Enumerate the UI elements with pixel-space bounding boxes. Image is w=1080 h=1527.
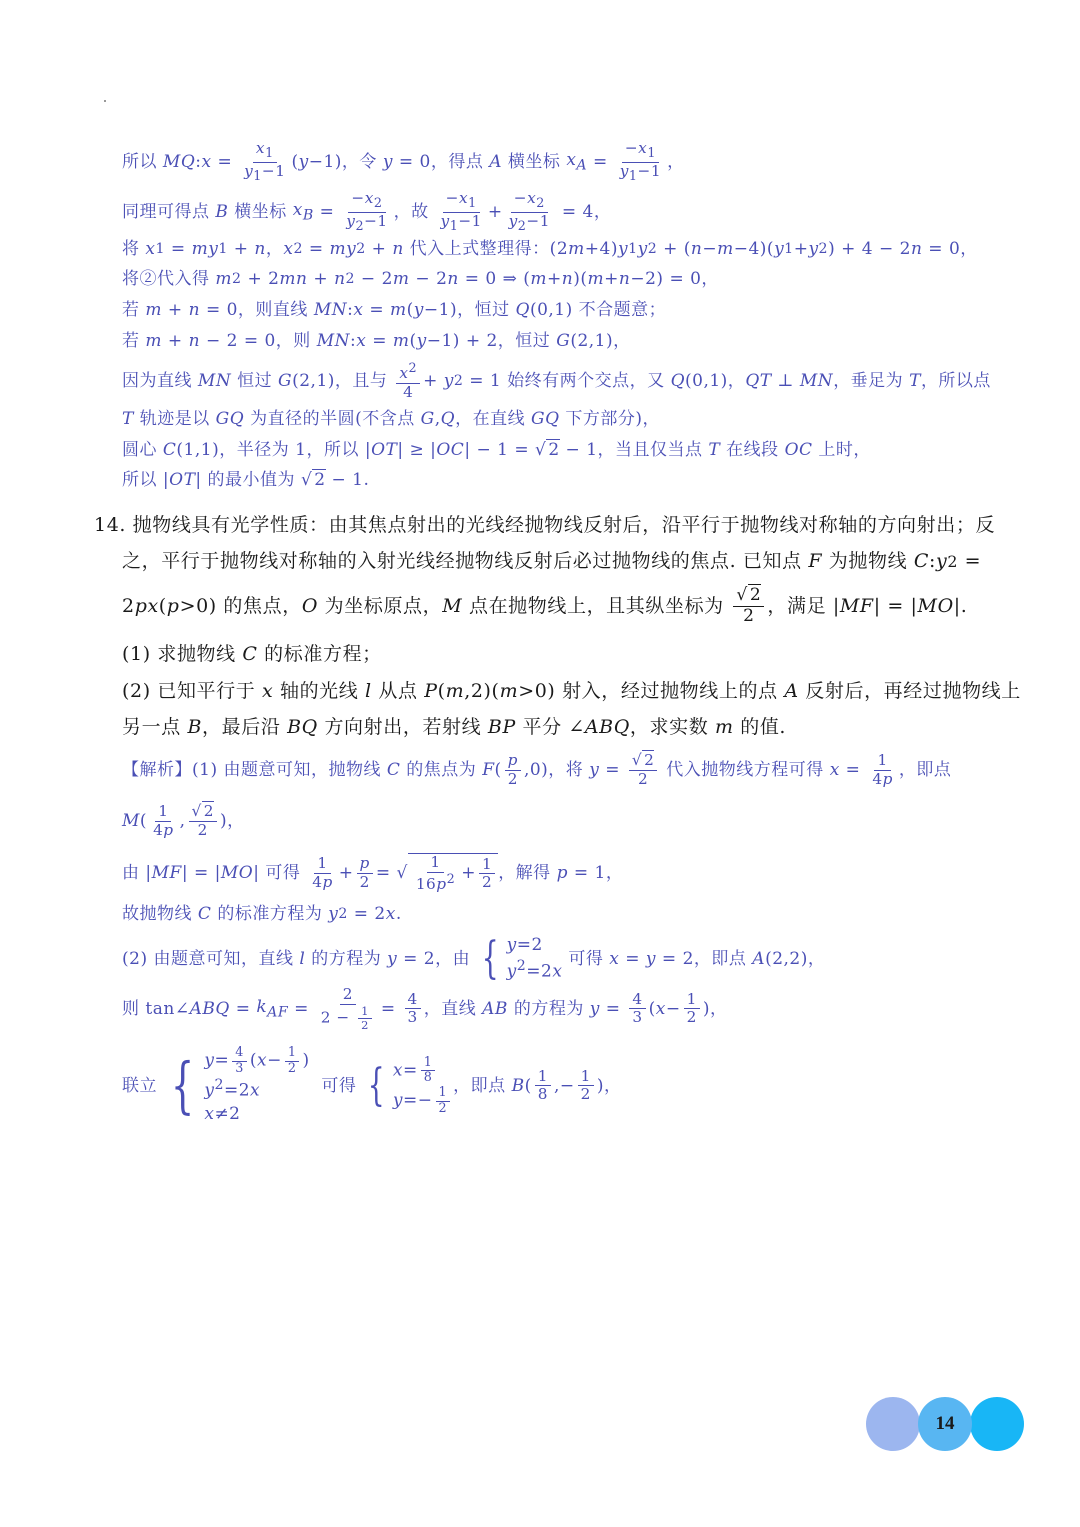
- solution-14-line-7: 联立 { y= $\frac{4}{3}$ (x− $\frac{1}{2}$ ) $y^2=2x$ x≠2 可得 { x= $\frac{1}{8}$ y=− $\frac{1}{2}$ ，即点 B ( $\frac{1}{8}$ ,− $\frac{1}{2}$ )，: [122, 1045, 622, 1124]
- solution-line-1: 所以 MQ : x = $\frac{x_1}{y_1-1}$ ( y −1)，令 y = 0，得点 A 横坐标 $x_A$ = $\frac{-x_1}{y_1-1}$ ，: [122, 139, 685, 184]
- stray-dot: [104, 100, 106, 102]
- solution-line-7: 因为直线 MN 恒过 G (2,1)，且与 $\frac{x^2}{4}$ + y 2 = 1 始终有两个交点，又 Q (0,1)， QT ⊥ MN ，垂足为 T ，所以点: [122, 361, 991, 401]
- solution-line-5: 若 m + n = 0，则直线 MN : x = m ( y −1)，恒过 Q (0,1) 不合题意；: [122, 300, 667, 320]
- solution-line-9: 圆心 C (1,1)，半径为 1，所以 | OT | ≥ | OC | − 1 = √ 2 − 1，当且仅当点 T 在线段 OC 上时，: [122, 439, 871, 460]
- problem-14-question-1: (1) 求抛物线 C 的标准方程；: [122, 643, 382, 665]
- solution-line-3: 将 x 1 = my 1 + n ， x 2 = my 2 + n 代入上式整理得：(2 m +4) y 1 y 2 + ( n − m −4)( y 1 + y 2 ) + 4 − 2 n = 0，: [122, 239, 978, 259]
- solution-14-line-6: 则 tan∠ ABQ = $k_{AF}$ = 2 2 − $\frac{1}{2}$ = $\frac{4}{3}$ ，直线 AB 的方程为 y = $\frac{4}{3}$ ( x − $\frac{1}{2}$ )，: [122, 985, 728, 1032]
- solution-14-line-5: (2) 由题意可知，直线 l 的方程为 y = 2，由 { y=2 $y^2=2x$ 可得 x = y = 2，即点 A (2,2)，: [122, 932, 826, 984]
- page-number-badge: [866, 1397, 1026, 1451]
- badge-circle-left: [866, 1397, 920, 1451]
- solution-14-line-1: 【解析】 (1) 由题意可知，抛物线 C 的焦点为 F ( $\frac{p}{2}$ ,0)，将 y = $\frac{√ 2}{2}$ 代入抛物线方程可得 x = $\frac{1}{4p}$ ，即点: [122, 751, 952, 788]
- solution-14-line-3: 由 | MF | = | MO | 可得 $\frac{1}{4p}$ + $\frac{p}{2}$ = √ $\frac{1}{16p^2}$ + $\frac{1}{2}$ ，解得 p = 1，: [122, 853, 624, 893]
- solution-line-8: T 轨迹是以 GQ 为直径的半圆(不含点 G , Q ，在直线 GQ 下方部分)，: [122, 409, 661, 429]
- problem-14-question-2a: (2) 已知平行于 x 轴的光线 l 从点 P ( m ,2)( m >0) 射入，经过抛物线上的点 A 反射后，再经过抛物线上: [122, 680, 1021, 702]
- analysis-tag: 【解析】: [122, 759, 192, 780]
- page-number: 14: [935, 1413, 955, 1434]
- problem-14-line-3: 2 px ( p >0) 的焦点， O 为坐标原点， M 点在抛物线上，且其纵坐标为 $\frac{√ 2}{2}$ ，满足 | MF | = | MO |.: [122, 585, 968, 626]
- solution-line-2: 同理可得点 B 横坐标 $x_B$ = $\frac{-x_2}{y_2-1}$ ，故 $\frac{-x_1}{y_1-1}$ + $\frac{-x_2}{y_2-1}$ = 4，: [122, 189, 612, 234]
- solution-line-6: 若 m + n − 2 = 0，则 MN : x = m ( y −1) + 2，恒过 G (2,1)，: [122, 331, 631, 351]
- problem-14-question-2b: 另一点 B ，最后沿 BQ 方向射出，若射线 BP 平分 ∠ ABQ ，求实数 m 的值.: [122, 716, 787, 738]
- problem-14-line-1: 14. 抛物线具有光学性质：由其焦点射出的光线经抛物线反射后，沿平行于抛物线对称轴的方向射出；反: [94, 514, 996, 536]
- solution-14-line-2: M ( $\frac{1}{4p}$ , $\frac{√ 2}{2}$ )，: [122, 802, 245, 839]
- problem-14-line-2: 之，平行于抛物线对称轴的入射光线经抛物线反射后必过抛物线的焦点. 已知点 F 为抛物线 C : y 2 =: [122, 550, 982, 572]
- solution-14-line-4: 故抛物线 C 的标准方程为 y 2 = 2 x .: [122, 904, 402, 924]
- solution-line-10: 所以 | OT | 的最小值为 √ 2 − 1.: [122, 469, 370, 490]
- solution-line-4: 将②代入得 m 2 + 2 mn + n 2 − 2 m − 2 n = 0 ⇒ ( m + n )( m + n −2) = 0，: [122, 269, 719, 289]
- badge-circle-right: [970, 1397, 1024, 1451]
